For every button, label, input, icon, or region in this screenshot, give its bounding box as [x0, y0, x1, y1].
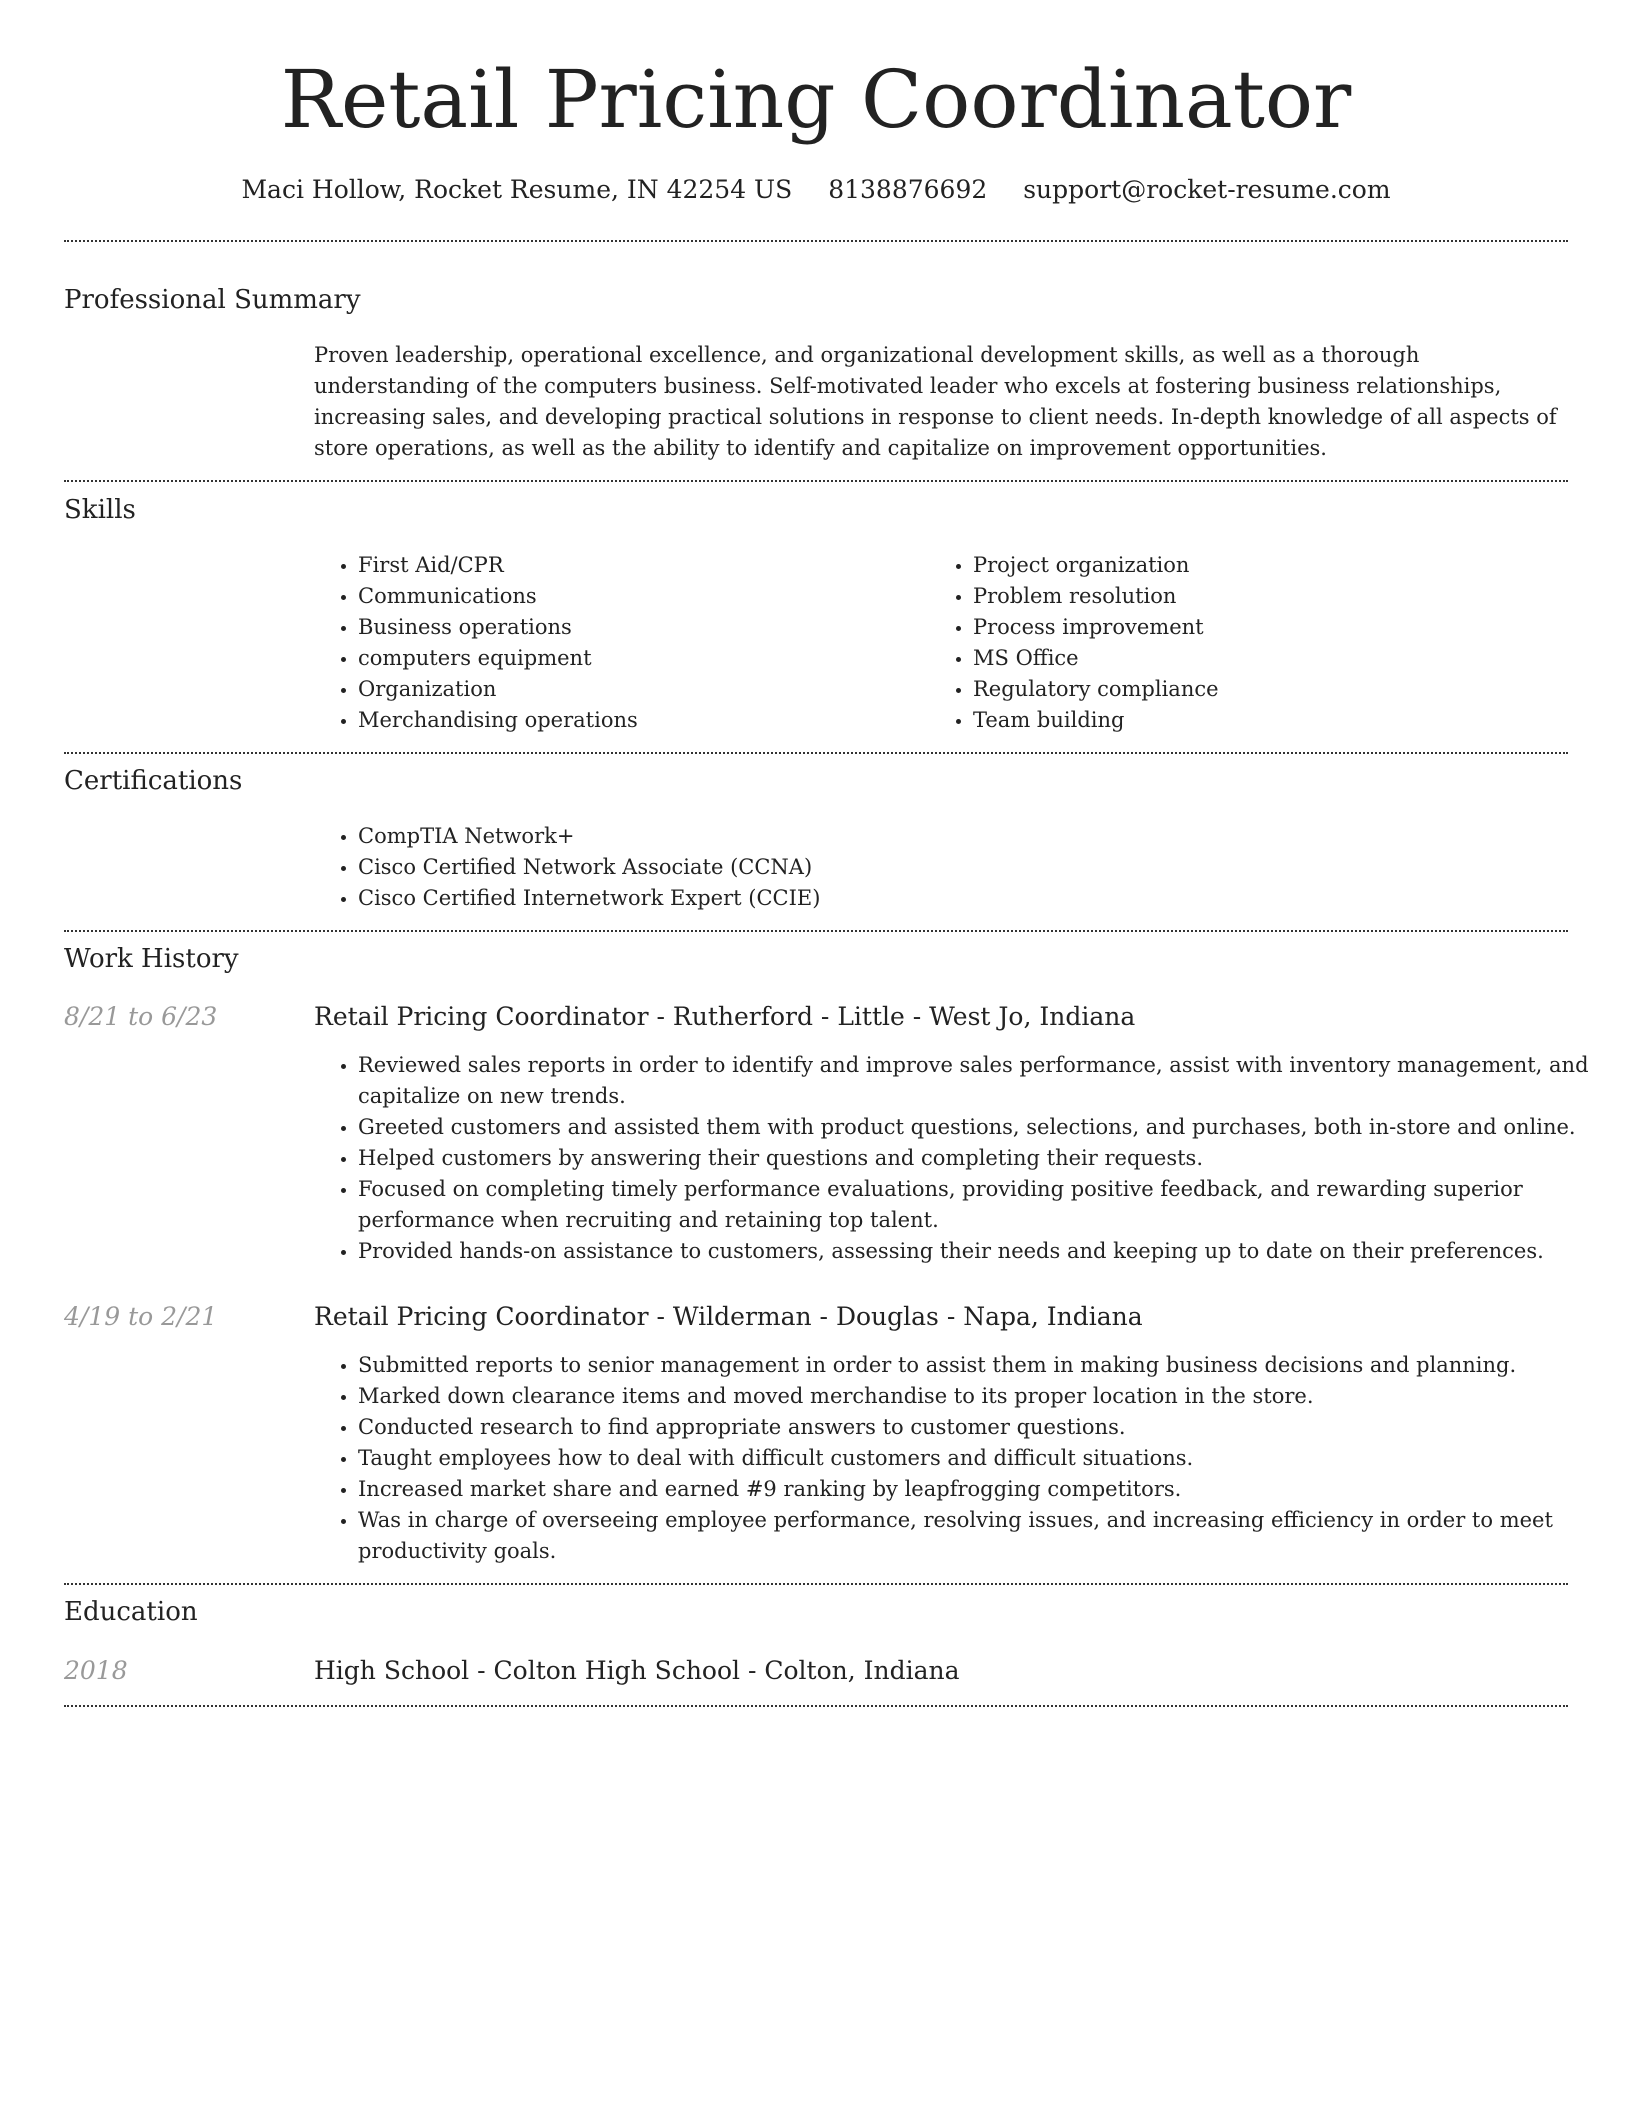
- skills-list-right: [929, 550, 1533, 736]
- section-title-summary: Professional Summary: [64, 285, 361, 315]
- section-title-skills: Skills: [64, 495, 136, 525]
- job-bullet: • Provided hands-on assistance to customers, assessing their needs and keeping up to date on their preferences.: [358, 1236, 1612, 1267]
- skill-item: • Merchandising operations: [358, 705, 918, 736]
- job-bullet: • Taught employees how to deal with difficult customers and difficult situations.: [358, 1443, 1612, 1474]
- summary-text: Proven leadership, operational excellence, and organizational development skills, as well as a thorough understanding of the computers business. Self-motivated leader who excels at fostering business relationships, increasing sales, and developing practical solutions in response to client needs. In-depth knowledge of all aspects of store operations, as well as the ability to identify and capitalize on improvement opportunities.: [314, 343, 1557, 460]
- divider: [64, 480, 1568, 482]
- resume-name-title: Retail Pricing Coordinator: [280, 53, 1352, 146]
- skill-item: • Regulatory compliance: [973, 674, 1533, 705]
- job-bullet: • Greeted customers and assisted them with product questions, selections, and purchases, both in-store and online.: [358, 1112, 1612, 1143]
- skill-item: • First Aid/CPR: [358, 550, 918, 581]
- job-bullet: • Was in charge of overseeing employee performance, resolving issues, and increasing efficiency in order to meet productivity goals.: [358, 1505, 1612, 1567]
- job-date: 4/19 to 2/21: [64, 1302, 218, 1331]
- education-entry: High School - Colton High School - Colton, Indiana: [314, 1656, 960, 1685]
- contact-email: support@rocket-resume.com: [1023, 175, 1391, 204]
- job-bullets: [314, 1350, 1612, 1567]
- skill-item: • Team building: [973, 705, 1533, 736]
- job-bullet: • Increased market share and earned #9 ranking by leapfrogging competitors.: [358, 1474, 1612, 1505]
- certification-item: • Cisco Certified Internetwork Expert (CCIE): [358, 883, 1558, 914]
- skill-item: • MS Office: [973, 643, 1533, 674]
- job-title: Retail Pricing Coordinator - Rutherford - Little - West Jo, Indiana: [314, 1002, 1136, 1031]
- job-bullet: • Conducted research to find appropriate answers to customer questions.: [358, 1412, 1612, 1443]
- skill-item: • Business operations: [358, 612, 918, 643]
- job-bullet: • Helped customers by answering their questions and completing their requests.: [358, 1143, 1612, 1174]
- job-bullets: [314, 1050, 1612, 1267]
- job-bullet: • Reviewed sales reports in order to identify and improve sales performance, assist with inventory management, and capitalize on new trends.: [358, 1050, 1612, 1112]
- job-bullet: • Marked down clearance items and moved merchandise to its proper location in the store.: [358, 1381, 1612, 1412]
- skill-item: • Process improvement: [973, 612, 1533, 643]
- divider: [64, 1705, 1568, 1707]
- skills-list-left: [314, 550, 918, 736]
- education-date: 2018: [64, 1656, 128, 1685]
- divider: [64, 930, 1568, 932]
- skill-item: • Project organization: [973, 550, 1533, 581]
- skill-item: • Problem resolution: [973, 581, 1533, 612]
- certification-item: • CompTIA Network+: [358, 821, 1558, 852]
- divider: [64, 752, 1568, 754]
- section-title-certifications: Certifications: [64, 766, 243, 796]
- divider: [64, 1583, 1568, 1585]
- skill-item: • Organization: [358, 674, 918, 705]
- contact-phone: 8138876692: [828, 175, 988, 204]
- job-bullet: • Submitted reports to senior management in order to assist them in making business decisions and planning.: [358, 1350, 1612, 1381]
- section-title-education: Education: [64, 1597, 198, 1627]
- skill-item: • computers equipment: [358, 643, 918, 674]
- contact-line: [64, 170, 1568, 210]
- job-bullet: • Focused on completing timely performance evaluations, providing positive feedback, and rewarding superior performance when recruiting and retaining top talent.: [358, 1174, 1612, 1236]
- section-title-work-history: Work History: [64, 944, 239, 974]
- certification-item: • Cisco Certified Network Associate (CCNA): [358, 852, 1558, 883]
- job-date: 8/21 to 6/23: [64, 1002, 218, 1031]
- certifications-list: [314, 821, 1558, 914]
- job-title: Retail Pricing Coordinator - Wilderman - Douglas - Napa, Indiana: [314, 1302, 1143, 1331]
- contact-address: Maci Hollow, Rocket Resume, IN 42254 US: [241, 175, 793, 204]
- skill-item: • Communications: [358, 581, 918, 612]
- divider: [64, 240, 1568, 242]
